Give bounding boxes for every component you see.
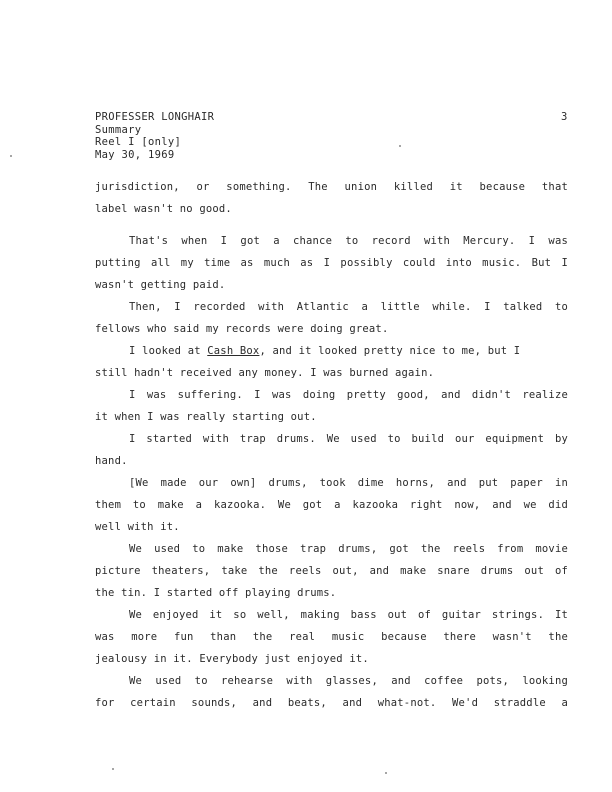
text-line: I was suffering. I was doing pretty good, and didn't realize — [129, 389, 568, 401]
publication-title: Cash Box — [207, 345, 260, 357]
text-line: was more fun than the real music because there wasn't the — [95, 631, 568, 643]
scan-speck — [112, 768, 114, 770]
text-line: it when I was really starting out. — [95, 411, 317, 423]
scan-speck — [399, 145, 401, 147]
text-line: I started with trap drums. We used to build our equipment by — [129, 433, 568, 445]
text-line: the tin. I started off playing drums. — [95, 587, 337, 599]
text-line: We used to make those trap drums, got the reels from movie — [129, 543, 568, 555]
text-line: fellows who said my records were doing great. — [95, 323, 389, 335]
text-line: We enjoyed it so well, making bass out of guitar strings. It — [129, 609, 568, 621]
scan-speck — [385, 772, 387, 774]
text-line: picture theaters, take the reels out, and make snare drums out of — [95, 565, 568, 577]
text-line: wasn't getting paid. — [95, 279, 226, 291]
page-number: 3 — [561, 111, 568, 123]
text-line: [We made our own] drums, took dime horns, and put paper in — [129, 477, 568, 489]
scan-speck — [10, 155, 12, 157]
text-line: That's when I got a chance to record with Mercury. I was — [129, 235, 568, 247]
text-line: putting all my time as much as I possibly could into music. But I — [95, 257, 568, 269]
text-line: label wasn't no good. — [95, 203, 232, 215]
text-line: still hadn't received any money. I was burned again. — [95, 367, 435, 379]
text-run: I looked at — [129, 345, 208, 357]
header-reel: Reel I [only] — [95, 136, 182, 148]
text-line: well with it. — [95, 521, 180, 533]
text-run: , and it looked pretty nice to me, but I — [259, 345, 521, 357]
header-summary: Summary — [95, 123, 142, 136]
text-line: them to make a kazooka. We got a kazooka right now, and we did — [95, 499, 568, 511]
text-line — [95, 344, 568, 358]
text-line: hand. — [95, 455, 128, 467]
text-line: for certain sounds, and beats, and what-not. We'd straddle a — [95, 697, 568, 709]
text-line: We used to rehearse with glasses, and coffee pots, looking — [129, 675, 568, 687]
text-line: Then, I recorded with Atlantic a little while. I talked to — [129, 301, 568, 313]
document-header — [95, 111, 214, 161]
header-date: May 30, 1969 — [95, 148, 175, 161]
text-line: jurisdiction, or something. The union killed it because that — [95, 181, 568, 193]
text-line: jealousy in it. Everybody just enjoyed it. — [95, 653, 369, 665]
header-title: PROFESSER LONGHAIR — [95, 111, 215, 123]
